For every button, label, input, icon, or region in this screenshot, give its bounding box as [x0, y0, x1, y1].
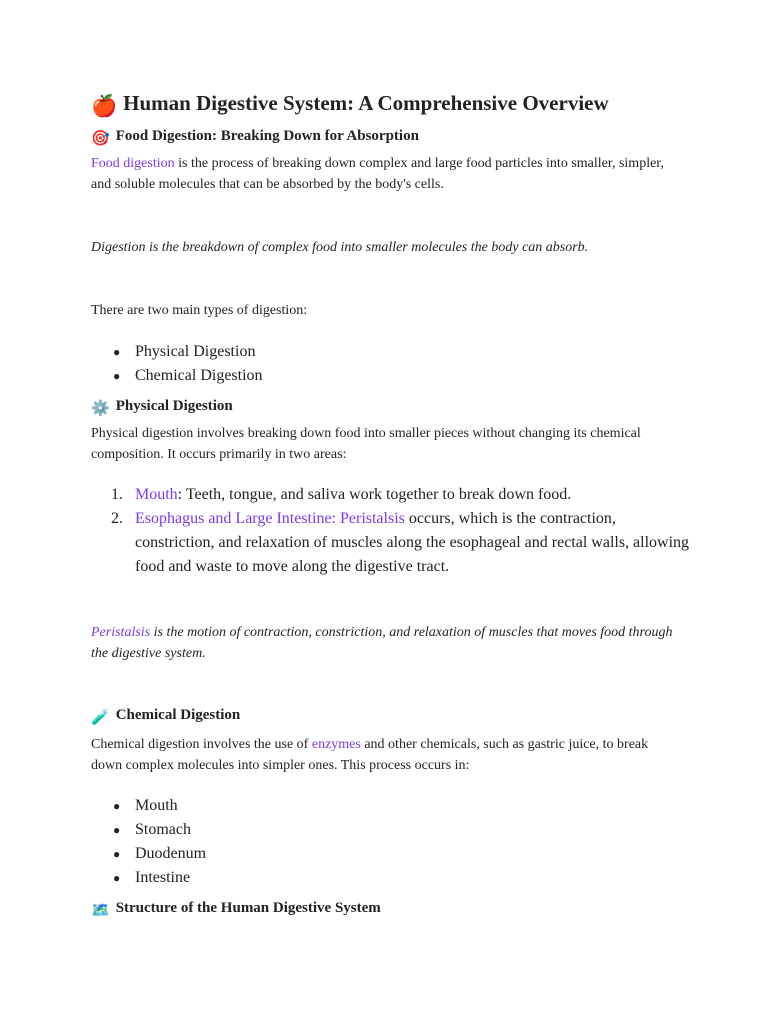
peristalsis-link[interactable]: Peristalsis	[91, 625, 151, 640]
chemical-text-before: Chemical digestion involves the use of	[91, 737, 312, 752]
esophagus-link[interactable]: Esophagus and Large Intestine: Peristalsis	[135, 510, 405, 527]
types-intro: There are two main types of digestion:	[91, 303, 308, 318]
gear-icon: ⚙️	[91, 401, 110, 417]
apple-icon: 🍎	[91, 94, 118, 118]
chemical-paragraph	[91, 734, 681, 776]
list-item	[91, 507, 691, 579]
mouth-link[interactable]: Mouth	[135, 486, 178, 503]
physical-paragraph: Physical digestion involves breaking down food into smaller pieces without changing its chemical composition. It occurs primarily in two areas:	[91, 426, 641, 462]
food-digestion-text: is the process of breaking down complex and large food particles into smaller, simpler, and soluble molecules that can be absorbed by the body's cells.	[91, 156, 664, 192]
food-digestion-link[interactable]: Food digestion	[91, 156, 175, 171]
list-item: ● Intestine	[91, 866, 691, 890]
digestion-types-list	[91, 340, 691, 388]
list-item: ● Physical Digestion	[91, 340, 691, 364]
list-item-text: : Teeth, tongue, and saliva work together to break down food.	[177, 486, 572, 503]
list-item: ● Chemical Digestion	[91, 364, 691, 388]
section-heading-food-digestion	[91, 128, 419, 148]
list-item-text: occurs, which is the contraction, constriction, and relaxation of muscles along the esophageal and rectal walls, allowing food and waste to move along the digestive tract.	[135, 510, 690, 575]
test-tube-icon: 🧪	[91, 710, 110, 726]
target-icon: 🎯	[91, 131, 110, 147]
physical-areas-list	[91, 483, 691, 579]
section-heading-text: Physical Digestion	[115, 398, 233, 414]
section-heading-text: Chemical Digestion	[115, 707, 241, 723]
list-item: ● Mouth	[91, 794, 691, 818]
chemical-locations-list	[91, 794, 691, 890]
list-number: 2.	[111, 510, 123, 527]
section-heading-physical	[91, 398, 233, 418]
section-heading-text: Food Digestion: Breaking Down for Absorption	[115, 128, 419, 144]
list-item: ● Duodenum	[91, 842, 691, 866]
page-title	[91, 91, 609, 119]
food-digestion-paragraph	[91, 153, 681, 195]
list-item	[91, 483, 691, 507]
section-heading-structure	[91, 900, 381, 920]
chemical-text-after: and other chemicals, such as gastric juice, to break down complex molecules into simpler ones. This process occurs in:	[91, 737, 649, 773]
enzymes-link[interactable]: enzymes	[311, 737, 361, 752]
map-icon: 🗺️	[91, 903, 110, 919]
digestion-note: Digestion is the breakdown of complex food into smaller molecules the body can absorb.	[91, 240, 589, 255]
section-heading-text: Structure of the Human Digestive System	[115, 900, 381, 916]
page-title-text: Human Digestive System: A Comprehensive Overview	[123, 91, 609, 115]
list-item: ● Stomach	[91, 818, 691, 842]
section-heading-chemical	[91, 707, 240, 727]
peristalsis-note-text: is the motion of contraction, constriction, and relaxation of muscles that moves food through the digestive system.	[91, 625, 673, 661]
list-number: 1.	[111, 486, 123, 503]
peristalsis-note	[91, 622, 681, 664]
